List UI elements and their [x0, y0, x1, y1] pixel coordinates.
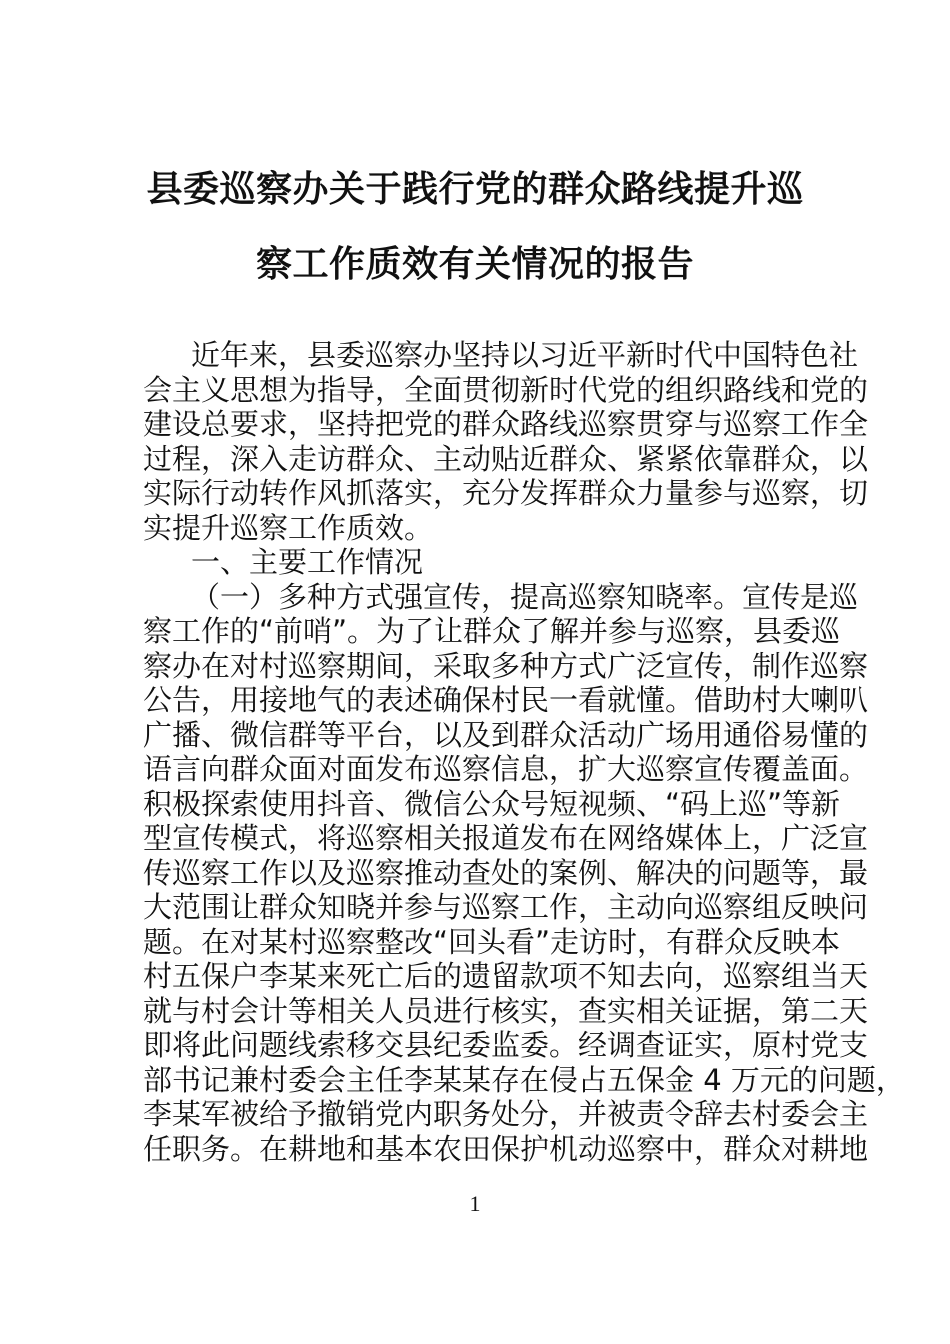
paragraph-line: 近年来，县委巡察办坚持以习近平新时代中国特色社 [191, 338, 859, 372]
paragraph-line: 建设总要求，坚持把党的群众路线巡察贯穿与巡察工作全 [143, 407, 869, 441]
section-heading: 一、主要工作情况 [191, 545, 424, 579]
paragraph-line: 会主义思想为指导，全面贯彻新时代党的组织路线和党的 [143, 372, 869, 407]
paragraph-line: 积极探索使用抖音、微信公众号短视频、“码上巡”等新 [143, 786, 841, 821]
paragraph-line: 传巡察工作以及巡察推动查处的案例、解决的问题等，最 [143, 855, 869, 890]
paragraph-line: 就与村会计等相关人员进行核实，查实相关证据，第二天 [143, 993, 869, 1028]
paragraph-line: 察办在对村巡察期间，采取多种方式广泛宣传，制作巡察 [143, 648, 869, 683]
paragraph-line: 察工作的“前哨”。为了让群众了解并参与巡察，县委巡 [143, 614, 841, 648]
paragraph-line: 语言向群众面对面发布巡察信息，扩大巡察宣传覆盖面。 [143, 752, 869, 786]
paragraph-line: 公告，用接地气的表述确保村民一看就懂。借助村大喇叭 [143, 683, 869, 717]
paragraph-line: 题。在对某村巡察整改“回头看”走访时，有群众反映本 [143, 924, 841, 959]
paragraph-line: 李某军被给予撤销党内职务处分，并被责令辞去村委会主 [143, 1097, 869, 1131]
paragraph-line: 村五保户李某来死亡后的遗留款项不知去向，巡察组当天 [143, 959, 869, 993]
paragraph-line: 部书记兼村委会主任李某某存在侵占五保金 4 万元的问题， [143, 1062, 905, 1097]
paragraph-line: 实提升巡察工作质效。 [143, 510, 434, 545]
paragraph-line: 型宣传模式，将巡察相关报道发布在网络媒体上，广泛宣 [143, 821, 869, 855]
document-title-line-1: 县委巡察办关于践行党的群众路线提升巡 [146, 169, 804, 210]
paragraph-line: 广播、微信群等平台，以及到群众活动广场用通俗易懂的 [143, 717, 869, 752]
page-number: 1 [469, 1191, 481, 1216]
paragraph-line: 实际行动转作风抓落实，充分发挥群众力量参与巡察，切 [143, 476, 869, 510]
document-body [143, 338, 905, 1166]
paragraph-line: 大范围让群众知晓并参与巡察工作，主动向巡察组反映问 [143, 890, 869, 924]
paragraph-line: 任职务。在耕地和基本农田保护机动巡察中，群众对耕地 [143, 1131, 869, 1166]
paragraph-line: （一）多种方式强宣传，提高巡察知晓率。宣传是巡 [191, 579, 859, 614]
paragraph-line: 即将此问题线索移交县纪委监委。经调查证实，原村党支 [143, 1028, 869, 1062]
document-title-line-2: 察工作质效有关情况的报告 [255, 244, 694, 285]
paragraph-line: 过程，深入走访群众、主动贴近群众、紧紧依靠群众，以 [143, 441, 869, 476]
